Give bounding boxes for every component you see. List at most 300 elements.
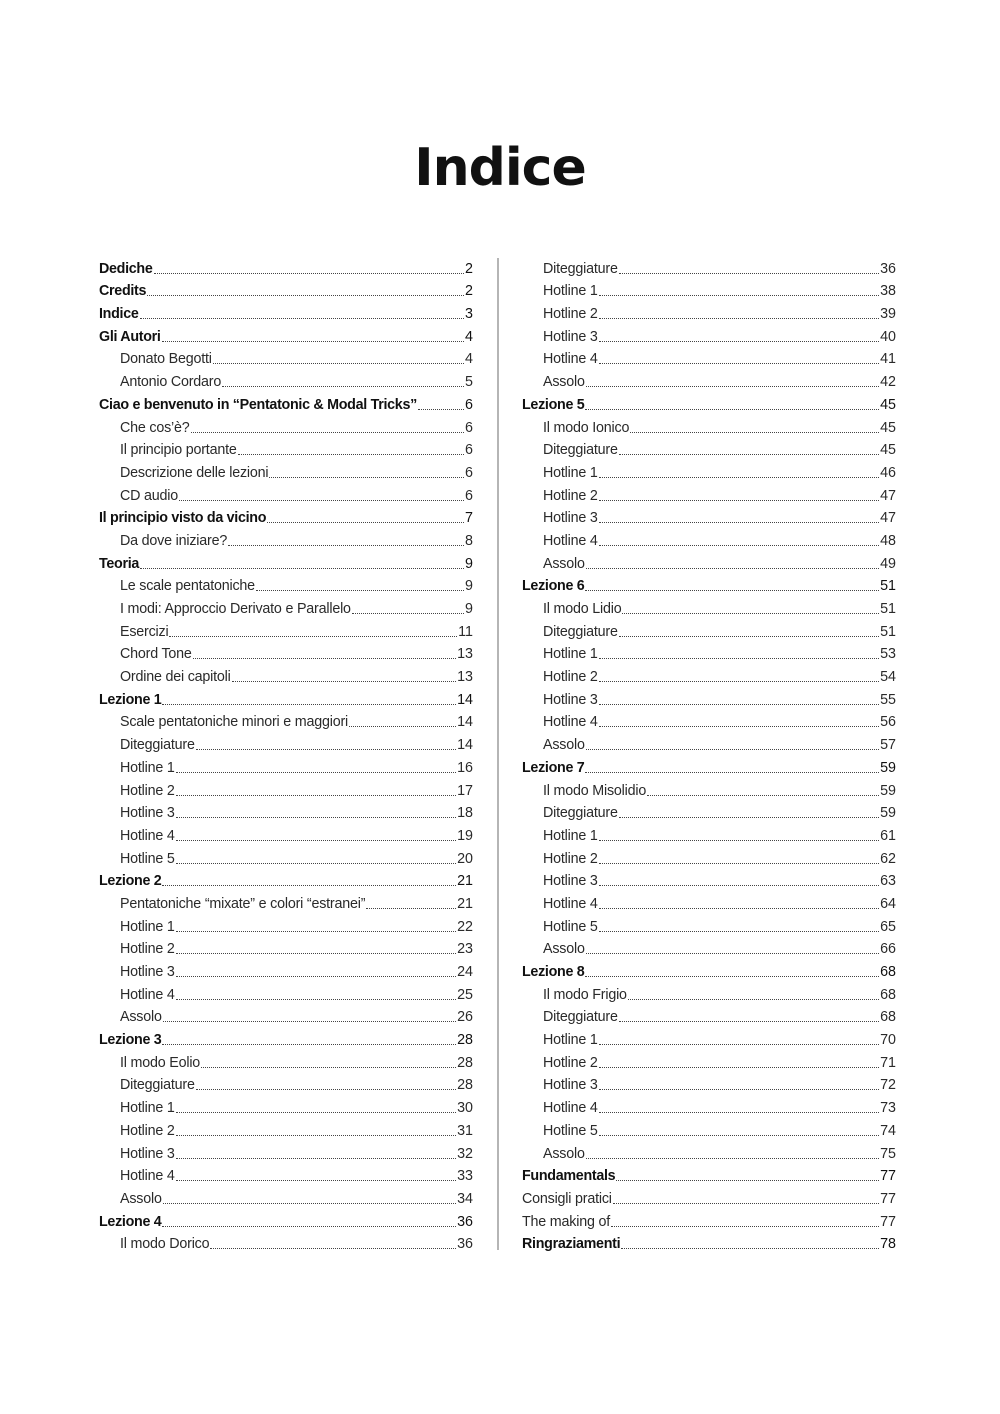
toc-entry-label: Assolo: [543, 1145, 585, 1162]
toc-subentry: [99, 981, 473, 1004]
toc-entry-label: Lezione 4: [99, 1213, 162, 1230]
toc-entry-label: Ordine dei capitoli: [120, 669, 231, 686]
toc-page-number: 13: [457, 669, 473, 686]
toc-subentry: [99, 414, 473, 437]
dot-leader: [176, 1180, 456, 1181]
toc-subentry: [522, 663, 896, 686]
toc-page-number: 8: [465, 532, 473, 549]
toc-page-number: 18: [457, 805, 473, 822]
toc-page-number: 77: [880, 1190, 896, 1207]
column-divider: [497, 258, 499, 1250]
toc-subentry: [522, 641, 896, 664]
toc-subentry: [522, 981, 896, 1004]
toc-subentry: [99, 958, 473, 981]
toc-section-entry: [99, 323, 473, 346]
toc-entry-label: Il modo Misolidio: [543, 782, 647, 799]
toc-subentry: [522, 300, 896, 323]
toc-subentry: [99, 731, 473, 754]
toc-page-number: 68: [880, 986, 896, 1003]
toc-page-number: 55: [880, 691, 896, 708]
toc-entry-label: Hotline 4: [543, 1100, 598, 1117]
toc-page-number: 57: [880, 737, 896, 754]
toc-subentry: [99, 527, 473, 550]
toc-entry-label: Diteggiature: [543, 805, 618, 822]
toc-page-number: 20: [457, 850, 473, 867]
dot-leader: [366, 908, 456, 909]
toc-page-number: 62: [880, 850, 896, 867]
toc-entry-label: Hotline 1: [543, 827, 598, 844]
toc-entry-label: Hotline 3: [543, 328, 598, 345]
toc-subentry: [99, 437, 473, 460]
dot-leader: [599, 477, 879, 478]
toc-section-entry: [99, 505, 473, 528]
toc-entry-label: Che cos’è?: [120, 419, 190, 436]
toc-page-number: 14: [457, 714, 473, 731]
toc-subentry: [522, 505, 896, 528]
toc-subentry: [522, 1117, 896, 1140]
toc-entry-label: Lezione 7: [522, 759, 585, 776]
toc-page-number: 2: [465, 260, 473, 277]
toc-subentry: [522, 890, 896, 913]
toc-subentry: [99, 800, 473, 823]
toc-entry-label: Lezione 6: [522, 578, 585, 595]
toc-subentry: [522, 686, 896, 709]
dot-leader: [585, 976, 879, 977]
toc-subentry: [99, 573, 473, 596]
toc-entry-label: Hotline 1: [543, 1032, 598, 1049]
toc-page-number: 46: [880, 464, 896, 481]
dot-leader: [599, 522, 879, 523]
toc-subentry: [522, 1004, 896, 1027]
toc-section-entry: [99, 686, 473, 709]
toc-page-number: 25: [457, 986, 473, 1003]
dot-leader: [176, 840, 456, 841]
toc-entry-label: Assolo: [120, 1190, 162, 1207]
toc-entry-label: Hotline 3: [543, 1077, 598, 1094]
toc-entry-label: Fundamentals: [522, 1168, 616, 1185]
dot-leader: [586, 1158, 879, 1159]
toc-subentry: [522, 618, 896, 641]
toc-page-number: 9: [465, 601, 473, 617]
toc-subentry: [99, 709, 473, 732]
toc-page-number: 6: [465, 464, 473, 481]
toc-page-number: 6: [465, 419, 473, 436]
toc-section-entry: [99, 550, 473, 573]
toc-entry-label: Hotline 4: [543, 351, 598, 368]
dot-leader: [191, 432, 465, 433]
toc-entry-label: Diteggiature: [543, 260, 618, 277]
toc-entry-label: Hotline 4: [543, 895, 598, 912]
toc-page-number: 64: [880, 895, 896, 912]
toc-entry-label: Teoria: [99, 555, 140, 572]
dot-leader: [140, 568, 464, 569]
toc-entry-label: Hotline 2: [120, 1122, 175, 1139]
dot-leader: [193, 658, 456, 659]
dot-leader: [622, 613, 879, 614]
toc-subentry: [99, 595, 473, 618]
toc-page-number: 42: [880, 374, 896, 391]
dot-leader: [619, 817, 879, 818]
dot-leader: [162, 1044, 456, 1045]
toc-entry-label: Scale pentatoniche minori e maggiori: [120, 714, 349, 731]
toc-subentry: [99, 845, 473, 868]
toc-entry-label: Diteggiature: [543, 442, 618, 459]
toc-page-number: 38: [880, 283, 896, 300]
toc-subentry: [522, 913, 896, 936]
dot-leader: [599, 318, 879, 319]
toc-page-number: 4: [465, 328, 473, 345]
dot-leader: [176, 999, 456, 1000]
toc-page-number: 36: [457, 1236, 473, 1253]
toc-entry-label: Hotline 1: [543, 646, 598, 663]
toc-subentry: [99, 1117, 473, 1140]
toc-page-number: 56: [880, 714, 896, 731]
toc-subentry: [522, 1185, 896, 1208]
toc-entry-label: Il modo Ionico: [543, 419, 630, 436]
toc-subentry: [99, 822, 473, 845]
toc-page-number: 2: [465, 283, 473, 300]
dot-leader: [599, 908, 879, 909]
toc-entry-label: Lezione 1: [99, 691, 162, 708]
toc-entry-label: Ciao e benvenuto in “Pentatonic & Modal Tricks”: [99, 396, 417, 413]
dot-leader: [628, 999, 879, 1000]
dot-leader: [599, 658, 879, 659]
toc-page-number: 6: [465, 442, 473, 459]
toc-subentry: [522, 1208, 896, 1231]
toc-entry-label: Hotline 4: [120, 1168, 175, 1185]
toc-page-number: 14: [457, 691, 473, 708]
toc-subentry: [99, 1140, 473, 1163]
toc-page-number: 45: [880, 396, 896, 413]
dot-leader: [228, 545, 464, 546]
dot-leader: [269, 477, 464, 478]
dot-leader: [599, 1112, 879, 1113]
dot-leader: [267, 522, 464, 523]
dot-leader: [213, 363, 464, 364]
toc-entry-label: Assolo: [543, 941, 585, 958]
toc-entry-label: Hotline 3: [543, 510, 598, 527]
toc-section-entry: [522, 573, 896, 596]
dot-leader: [616, 1180, 879, 1181]
toc-page-number: 14: [457, 737, 473, 754]
toc-entry-label: Hotline 2: [543, 669, 598, 686]
toc-entry-label: Hotline 3: [120, 805, 175, 822]
toc-entry-label: Hotline 2: [543, 850, 598, 867]
toc-page-number: 71: [880, 1054, 896, 1071]
dot-leader: [599, 1044, 879, 1045]
toc-entry-label: Assolo: [120, 1009, 162, 1026]
dot-leader: [352, 613, 464, 614]
toc-page-number: 39: [880, 306, 896, 323]
toc-subentry: [99, 1094, 473, 1117]
toc-page-number: 70: [880, 1032, 896, 1049]
toc-page-number: 16: [457, 759, 473, 776]
dot-leader: [238, 454, 464, 455]
toc-page-number: 22: [457, 918, 473, 935]
toc-entry-label: Lezione 2: [99, 873, 162, 890]
toc-subentry: [99, 1231, 473, 1254]
dot-leader: [169, 636, 457, 637]
toc-entry-label: Hotline 5: [543, 918, 598, 935]
toc-subentry: [99, 913, 473, 936]
toc-subentry: [522, 868, 896, 891]
toc-subentry: [522, 595, 896, 618]
toc-subentry: [522, 731, 896, 754]
toc-entry-label: Il modo Dorico: [120, 1236, 210, 1253]
dot-leader: [147, 295, 464, 296]
toc-subentry: [522, 1072, 896, 1095]
toc-page-number: 59: [880, 759, 896, 776]
toc-entry-label: Gli Autori: [99, 328, 161, 345]
toc-entry-label: Hotline 5: [543, 1122, 598, 1139]
toc-subentry: [522, 346, 896, 369]
toc-page-number: 49: [880, 555, 896, 572]
toc-subentry: [99, 1072, 473, 1095]
toc-entry-label: Il modo Frigio: [543, 986, 627, 1003]
dot-leader: [647, 795, 879, 796]
dot-leader: [611, 1226, 879, 1227]
toc-page-number: 48: [880, 532, 896, 549]
toc-subentry: [99, 663, 473, 686]
toc-subentry: [522, 459, 896, 482]
dot-leader: [196, 1089, 456, 1090]
toc-subentry: [522, 368, 896, 391]
toc-page-number: 75: [880, 1145, 896, 1162]
dot-leader: [418, 409, 464, 410]
dot-leader: [599, 1089, 879, 1090]
toc-section-entry: [99, 1208, 473, 1231]
toc-section-entry: [99, 300, 473, 323]
toc-entry-label: Hotline 2: [120, 941, 175, 958]
toc-subentry: [522, 800, 896, 823]
dot-leader: [140, 318, 465, 319]
toc-entry-label: Ringraziamenti: [522, 1236, 621, 1253]
dot-leader: [619, 273, 879, 274]
toc-entry-label: Hotline 4: [543, 714, 598, 731]
toc-entry-label: CD audio: [120, 487, 179, 504]
toc-subentry: [99, 777, 473, 800]
toc-page-number: 53: [880, 646, 896, 663]
toc-page-number: 78: [880, 1236, 896, 1253]
toc-page-number: 28: [457, 1077, 473, 1094]
dot-leader: [176, 1135, 456, 1136]
toc-page-number: 4: [465, 351, 473, 368]
toc-page-number: 30: [457, 1100, 473, 1117]
dot-leader: [599, 500, 879, 501]
toc-entry-label: Hotline 2: [543, 487, 598, 504]
toc-page-number: 51: [880, 578, 896, 595]
toc-page-number: 41: [880, 351, 896, 368]
toc-subentry: [522, 437, 896, 460]
dot-leader: [176, 953, 456, 954]
toc-page-number: 59: [880, 805, 896, 822]
dot-leader: [586, 386, 879, 387]
toc-page-number: 24: [457, 964, 473, 980]
toc-subentry: [522, 777, 896, 800]
toc-entry-label: Lezione 8: [522, 964, 585, 980]
toc-subentry: [522, 550, 896, 573]
toc-entry-label: Hotline 5: [120, 850, 175, 867]
toc-subentry: [522, 278, 896, 301]
toc-subentry: [522, 1094, 896, 1117]
dot-leader: [162, 1226, 456, 1227]
toc-page-number: 26: [457, 1009, 473, 1026]
toc-entry-label: Diteggiature: [120, 1077, 195, 1094]
toc-entry-label: Hotline 3: [543, 873, 598, 890]
toc-entry-label: Esercizi: [120, 623, 169, 640]
dot-leader: [599, 363, 879, 364]
toc-section-entry: [522, 391, 896, 414]
toc-page-number: 66: [880, 941, 896, 958]
dot-leader: [599, 341, 879, 342]
dot-leader: [196, 749, 456, 750]
toc-section-entry: [522, 754, 896, 777]
toc-subentry: [99, 1049, 473, 1072]
toc-subentry: [99, 1004, 473, 1027]
dot-leader: [599, 885, 879, 886]
toc-section-entry: [99, 1026, 473, 1049]
toc-page-number: 28: [457, 1054, 473, 1071]
dot-leader: [630, 432, 879, 433]
dot-leader: [585, 590, 879, 591]
dot-leader: [256, 590, 464, 591]
toc-subentry: [99, 618, 473, 641]
dot-leader: [176, 1112, 456, 1113]
toc-page-number: 73: [880, 1100, 896, 1117]
toc-page-number: 36: [457, 1213, 473, 1230]
dot-leader: [599, 1067, 879, 1068]
toc-page-number: 59: [880, 782, 896, 799]
toc-page-number: 6: [465, 396, 473, 413]
toc-page-number: 77: [880, 1213, 896, 1230]
toc-column-left: [99, 255, 473, 1253]
toc-page-number: 9: [465, 555, 473, 572]
dot-leader: [162, 704, 456, 705]
toc-page-number: 36: [880, 260, 896, 277]
toc-page-number: 33: [457, 1168, 473, 1185]
toc-page-number: 72: [880, 1077, 896, 1094]
toc-subentry: [522, 255, 896, 278]
toc-page-number: 47: [880, 510, 896, 527]
toc-page-number: 61: [880, 827, 896, 844]
toc-subentry: [99, 1185, 473, 1208]
toc-page-number: 6: [465, 487, 473, 504]
toc-section-entry: [99, 868, 473, 891]
dot-leader: [586, 953, 879, 954]
toc-page-number: 28: [457, 1032, 473, 1049]
toc-entry-label: Hotline 2: [543, 306, 598, 323]
toc-page-number: 47: [880, 487, 896, 504]
toc-page-number: 63: [880, 873, 896, 890]
toc-entry-label: Il modo Eolio: [120, 1054, 201, 1071]
toc-subentry: [522, 845, 896, 868]
toc-entry-label: Lezione 3: [99, 1032, 162, 1049]
toc-entry-label: Hotline 4: [120, 827, 175, 844]
dot-leader: [176, 795, 456, 796]
dot-leader: [599, 840, 879, 841]
toc-page-number: 45: [880, 419, 896, 436]
dot-leader: [599, 863, 879, 864]
toc-page-number: 23: [457, 941, 473, 958]
toc-subentry: [522, 936, 896, 959]
toc-entry-label: Descrizione delle lezioni: [120, 464, 269, 481]
dot-leader: [621, 1248, 879, 1249]
toc-page-number: 68: [880, 964, 896, 980]
dot-leader: [176, 863, 456, 864]
toc-page-number: 51: [880, 623, 896, 640]
toc-subentry: [522, 482, 896, 505]
dot-leader: [163, 1021, 456, 1022]
toc-page-number: 17: [457, 782, 473, 799]
dot-leader: [585, 772, 879, 773]
dot-leader: [162, 885, 456, 886]
toc-entry-label: Pentatoniche “mixate” e colori “estranei”: [120, 895, 366, 912]
toc-entry-label: Hotline 4: [120, 986, 175, 1003]
toc-entry-label: Hotline 1: [120, 759, 175, 776]
toc-subentry: [522, 1049, 896, 1072]
toc-subentry: [99, 890, 473, 913]
toc-section-entry: [522, 1163, 896, 1186]
toc-entry-label: Il modo Lidio: [543, 601, 622, 617]
toc-page-number: 21: [457, 895, 473, 912]
toc-subentry: [522, 1140, 896, 1163]
toc-page-number: 45: [880, 442, 896, 459]
toc-entry-label: Da dove iniziare?: [120, 532, 228, 549]
toc-subentry: [99, 482, 473, 505]
toc-page-number: 19: [457, 827, 473, 844]
toc-subentry: [99, 1163, 473, 1186]
dot-leader: [599, 295, 879, 296]
dot-leader: [201, 1067, 456, 1068]
dot-leader: [349, 726, 456, 727]
toc-section-entry: [522, 958, 896, 981]
toc-page-number: 21: [457, 873, 473, 890]
toc-page-number: 54: [880, 669, 896, 686]
toc-entry-label: Hotline 3: [120, 1145, 175, 1162]
dot-leader: [176, 817, 456, 818]
toc-entry-label: Hotline 1: [543, 464, 598, 481]
toc-entry-label: Le scale pentatoniche: [120, 578, 255, 595]
dot-leader: [232, 681, 456, 682]
toc-entry-label: Antonio Cordaro: [120, 374, 222, 391]
toc-entry-label: Hotline 4: [543, 532, 598, 549]
toc-entry-label: Il principio portante: [120, 442, 237, 459]
toc-subentry: [99, 368, 473, 391]
toc-subentry: [522, 414, 896, 437]
dot-leader: [619, 454, 879, 455]
toc-entry-label: Diteggiature: [543, 1009, 618, 1026]
toc-page-number: 3: [465, 306, 473, 323]
toc-entry-label: Consigli pratici: [522, 1190, 612, 1207]
toc-page-number: 13: [457, 646, 473, 663]
toc-subentry: [522, 527, 896, 550]
toc-page-number: 68: [880, 1009, 896, 1026]
toc-section-entry: [99, 278, 473, 301]
toc-subentry: [522, 709, 896, 732]
toc-page-number: 51: [880, 601, 896, 617]
toc-section-entry: [99, 391, 473, 414]
toc-page-number: 11: [458, 623, 473, 640]
toc-page-number: 31: [457, 1122, 473, 1139]
toc-entry-label: Assolo: [543, 374, 585, 391]
dot-leader: [163, 1203, 456, 1204]
dot-leader: [613, 1203, 879, 1204]
toc-entry-label: The making of: [522, 1213, 610, 1230]
toc-entry-label: Chord Tone: [120, 646, 192, 663]
toc-entry-label: Hotline 1: [543, 283, 598, 300]
dot-leader: [586, 749, 879, 750]
dot-leader: [210, 1248, 456, 1249]
